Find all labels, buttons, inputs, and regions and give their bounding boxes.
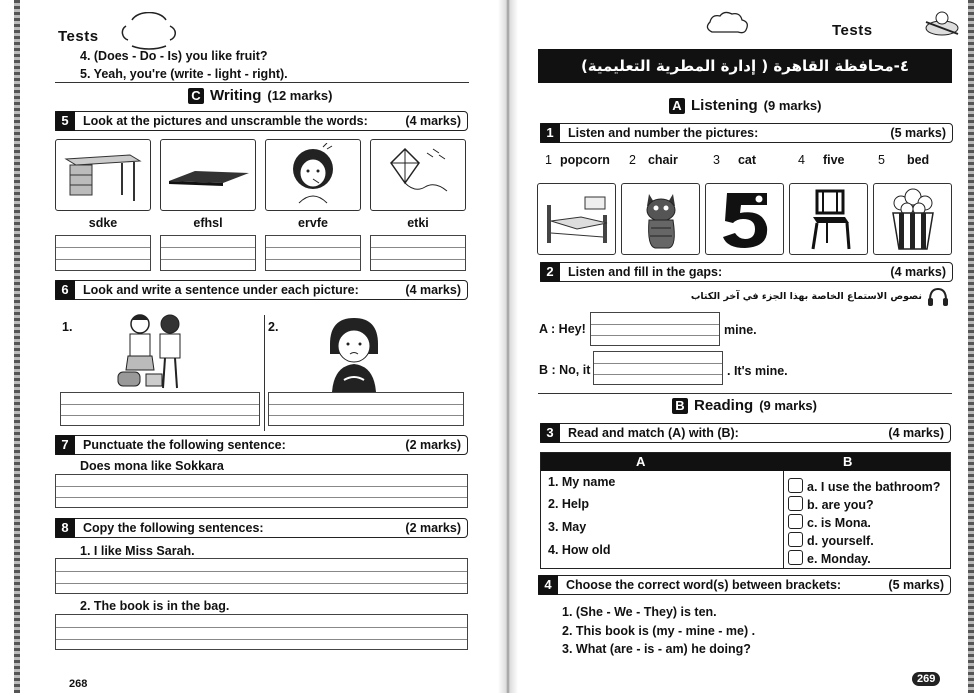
- q5-marks: (4 marks): [405, 114, 461, 128]
- q8-number: 8: [55, 518, 75, 538]
- q7-label: Punctuate the following sentence:: [83, 438, 286, 452]
- q7-marks: (2 marks): [405, 438, 461, 452]
- kite-icon: [375, 143, 461, 207]
- q2-label: Listen and fill in the gaps:: [568, 265, 723, 279]
- q3-header: [540, 423, 951, 443]
- bed-icon: [541, 191, 613, 247]
- q8-answer-box-1[interactable]: [55, 558, 468, 594]
- section-a-marks: (9 marks): [763, 98, 822, 113]
- section-c-title: Writing: [210, 87, 262, 104]
- airplane-decoration: [922, 8, 962, 42]
- q8-sentence-2: 2. The book is in the bag.: [80, 599, 230, 613]
- right-cloud-decoration: [704, 10, 750, 36]
- q6-label: Look and write a sentence under each picture:: [83, 283, 359, 297]
- q2-number: 2: [540, 262, 560, 282]
- left-header-title: Tests: [58, 28, 99, 45]
- q4-item-1: 1. (She - We - They) is ten.: [562, 605, 717, 619]
- right-header-title: Tests: [832, 22, 873, 39]
- q6-answer-box-2[interactable]: [268, 392, 464, 426]
- q4-item-2: 2. This book is (my - mine - me) .: [562, 624, 756, 638]
- q2-line-b-prefix: B : No, it: [539, 363, 591, 377]
- bed-picture[interactable]: [537, 183, 616, 255]
- q1-header: [540, 123, 953, 143]
- q6-column-divider: [264, 315, 265, 431]
- left-item-4: 4. (Does - Do - Is) you like fruit?: [80, 49, 268, 63]
- match-b-item-c[interactable]: [788, 514, 871, 530]
- q1-option-2-number: 2: [629, 153, 636, 167]
- q7-number: 7: [55, 435, 75, 455]
- match-b-checkbox-d[interactable]: [788, 532, 803, 547]
- match-b-item-a[interactable]: [788, 478, 940, 494]
- match-b-item-b[interactable]: [788, 496, 874, 512]
- book-spine: [498, 0, 518, 693]
- q4-marks: (5 marks): [888, 578, 944, 592]
- left-page-number: 268: [69, 678, 88, 690]
- q7-answer-box[interactable]: [55, 474, 468, 508]
- q1-option-4-number: 4: [798, 153, 805, 167]
- match-a-item-3: 3. May: [548, 520, 587, 534]
- match-b-checkbox-a[interactable]: [788, 478, 803, 493]
- q8-answer-box-2[interactable]: [55, 614, 468, 650]
- q3-label: Read and match (A) with (B):: [568, 426, 739, 440]
- match-a-item-2: 2. Help: [548, 497, 589, 511]
- cat-picture[interactable]: [621, 183, 700, 255]
- right-divider: [538, 393, 952, 394]
- q1-marks: (5 marks): [890, 126, 946, 140]
- section-a-heading: [669, 97, 821, 114]
- match-b-text-e: e. Monday.: [807, 552, 871, 566]
- q3-number: 3: [540, 423, 560, 443]
- headphones-icon: [926, 286, 950, 308]
- match-column-b-title: B: [843, 454, 853, 469]
- q2-gap-a[interactable]: [590, 312, 720, 346]
- match-a-item-4: 4. How old: [548, 543, 611, 557]
- q2-line-b-suffix: . It's mine.: [727, 364, 788, 378]
- q1-option-2: [629, 153, 678, 167]
- q1-option-5-number: 5: [878, 153, 885, 167]
- desk-picture: [55, 139, 151, 211]
- q4-item-3: 3. What (are - is - am) he doing?: [562, 642, 751, 656]
- q2-header: [540, 262, 953, 282]
- five-icon: [713, 187, 777, 251]
- left-divider: [55, 82, 469, 83]
- q8-marks: (2 marks): [405, 521, 461, 535]
- shelf-picture: [160, 139, 256, 211]
- match-a-item-1: 1. My name: [548, 475, 616, 489]
- q6-picture-2-label: 2.: [268, 320, 279, 334]
- q4-label: Choose the correct word(s) between brackets:: [566, 578, 842, 592]
- popcorn-picture[interactable]: [873, 183, 952, 255]
- section-c-letter: C: [188, 88, 204, 104]
- chair-picture[interactable]: [789, 183, 868, 255]
- section-c-heading: [188, 87, 332, 104]
- q1-option-4-word: five: [822, 153, 845, 167]
- girl-picture: [322, 314, 386, 392]
- match-b-text-a: a. I use the bathroom?: [807, 480, 941, 494]
- desk-icon: [60, 145, 146, 205]
- q2-line-a-prefix: A : Hey!: [539, 322, 586, 336]
- match-column-divider: [783, 471, 784, 568]
- kite-picture: [370, 139, 466, 211]
- section-b-title: Reading: [694, 397, 754, 414]
- q1-option-1-number: 1: [545, 153, 552, 167]
- q1-label: Listen and number the pictures:: [568, 126, 759, 140]
- q8-sentence-1: 1. I like Miss Sarah.: [80, 544, 195, 558]
- q6-header: [55, 280, 468, 300]
- match-b-checkbox-b[interactable]: [788, 496, 803, 511]
- shelf-icon: [165, 155, 251, 195]
- q5-answer-box-4[interactable]: [370, 235, 466, 271]
- fever-girl-picture: [265, 139, 361, 211]
- section-b-heading: [672, 397, 817, 414]
- match-b-text-c: c. is Mona.: [807, 516, 871, 530]
- q7-sentence: Does mona like Sokkara: [80, 459, 224, 473]
- sick-girl-icon: [283, 143, 343, 207]
- q1-option-3: [713, 153, 756, 167]
- match-column-a-title: A: [636, 454, 646, 469]
- children-picture: [110, 310, 200, 392]
- q2-note: [690, 291, 922, 302]
- q5-answer-box-2[interactable]: [160, 235, 256, 271]
- governorate-title-band: [538, 49, 952, 83]
- q2-marks: (4 marks): [890, 265, 946, 279]
- q2-line-a-suffix: mine.: [724, 323, 757, 337]
- match-table-header: [541, 453, 950, 471]
- section-b-marks: (9 marks): [759, 398, 817, 413]
- section-b-letter: B: [672, 398, 688, 414]
- q6-answer-box-1[interactable]: [60, 392, 260, 426]
- left-cloud-decoration: [118, 12, 180, 52]
- match-b-checkbox-c[interactable]: [788, 514, 803, 529]
- match-table: [540, 452, 951, 569]
- q6-number: 6: [55, 280, 75, 300]
- q5-word-1: sdke: [88, 216, 118, 230]
- q5-answer-box-1[interactable]: [55, 235, 151, 271]
- match-b-item-e[interactable]: [788, 550, 871, 566]
- q5-word-3: ervfe: [298, 216, 328, 230]
- q4-header: [538, 575, 951, 595]
- q2-gap-b[interactable]: [593, 351, 723, 385]
- q5-answer-box-3[interactable]: [265, 235, 361, 271]
- q6-marks: (4 marks): [405, 283, 461, 297]
- q1-option-5: [878, 153, 929, 167]
- section-a-title: Listening: [691, 97, 758, 114]
- chair-icon: [801, 187, 857, 251]
- right-page-number: 269: [912, 672, 940, 686]
- popcorn-icon: [885, 187, 941, 251]
- match-b-item-d[interactable]: [788, 532, 874, 548]
- q1-number: 1: [540, 123, 560, 143]
- q1-option-3-word: cat: [737, 153, 757, 167]
- q5-label: Look at the pictures and unscramble the words:: [83, 114, 368, 128]
- q5-word-4: etki: [407, 216, 429, 230]
- match-b-text-d: d. yourself.: [807, 534, 874, 548]
- left-page-edge: [14, 0, 20, 693]
- q8-label: Copy the following sentences:: [83, 521, 264, 535]
- q1-option-5-word: bed: [906, 153, 930, 167]
- q1-option-3-number: 3: [713, 153, 720, 167]
- q1-option-2-word: chair: [647, 153, 678, 167]
- q2-note-text: نصوص الاستماع الخاصة بهذا الجزء في آخر الكتاب: [690, 291, 922, 302]
- q5-header: [55, 111, 468, 131]
- left-item-5: 5. Yeah, you're (write - light - right).: [80, 67, 288, 81]
- cat-icon: [633, 188, 689, 250]
- q1-option-1: [545, 153, 610, 167]
- match-b-checkbox-e[interactable]: [788, 550, 803, 565]
- q1-option-4: [798, 153, 845, 167]
- q6-picture-1-label: 1.: [62, 320, 73, 334]
- match-b-text-b: b. are you?: [807, 498, 874, 512]
- q5-word-2: efhsl: [193, 216, 223, 230]
- q7-header: [55, 435, 468, 455]
- number-five-picture[interactable]: [705, 183, 784, 255]
- q5-number: 5: [55, 111, 75, 131]
- section-c-marks: (12 marks): [267, 88, 333, 103]
- q8-header: [55, 518, 468, 538]
- governorate-title: ٤-محافظة القاهرة ( إدارة المطرية التعليمية): [580, 57, 910, 75]
- q3-marks: (4 marks): [888, 426, 944, 440]
- section-a-letter: A: [669, 98, 685, 114]
- q1-option-1-word: popcorn: [559, 153, 610, 167]
- q4-number: 4: [538, 575, 558, 595]
- right-page-edge: [968, 0, 974, 693]
